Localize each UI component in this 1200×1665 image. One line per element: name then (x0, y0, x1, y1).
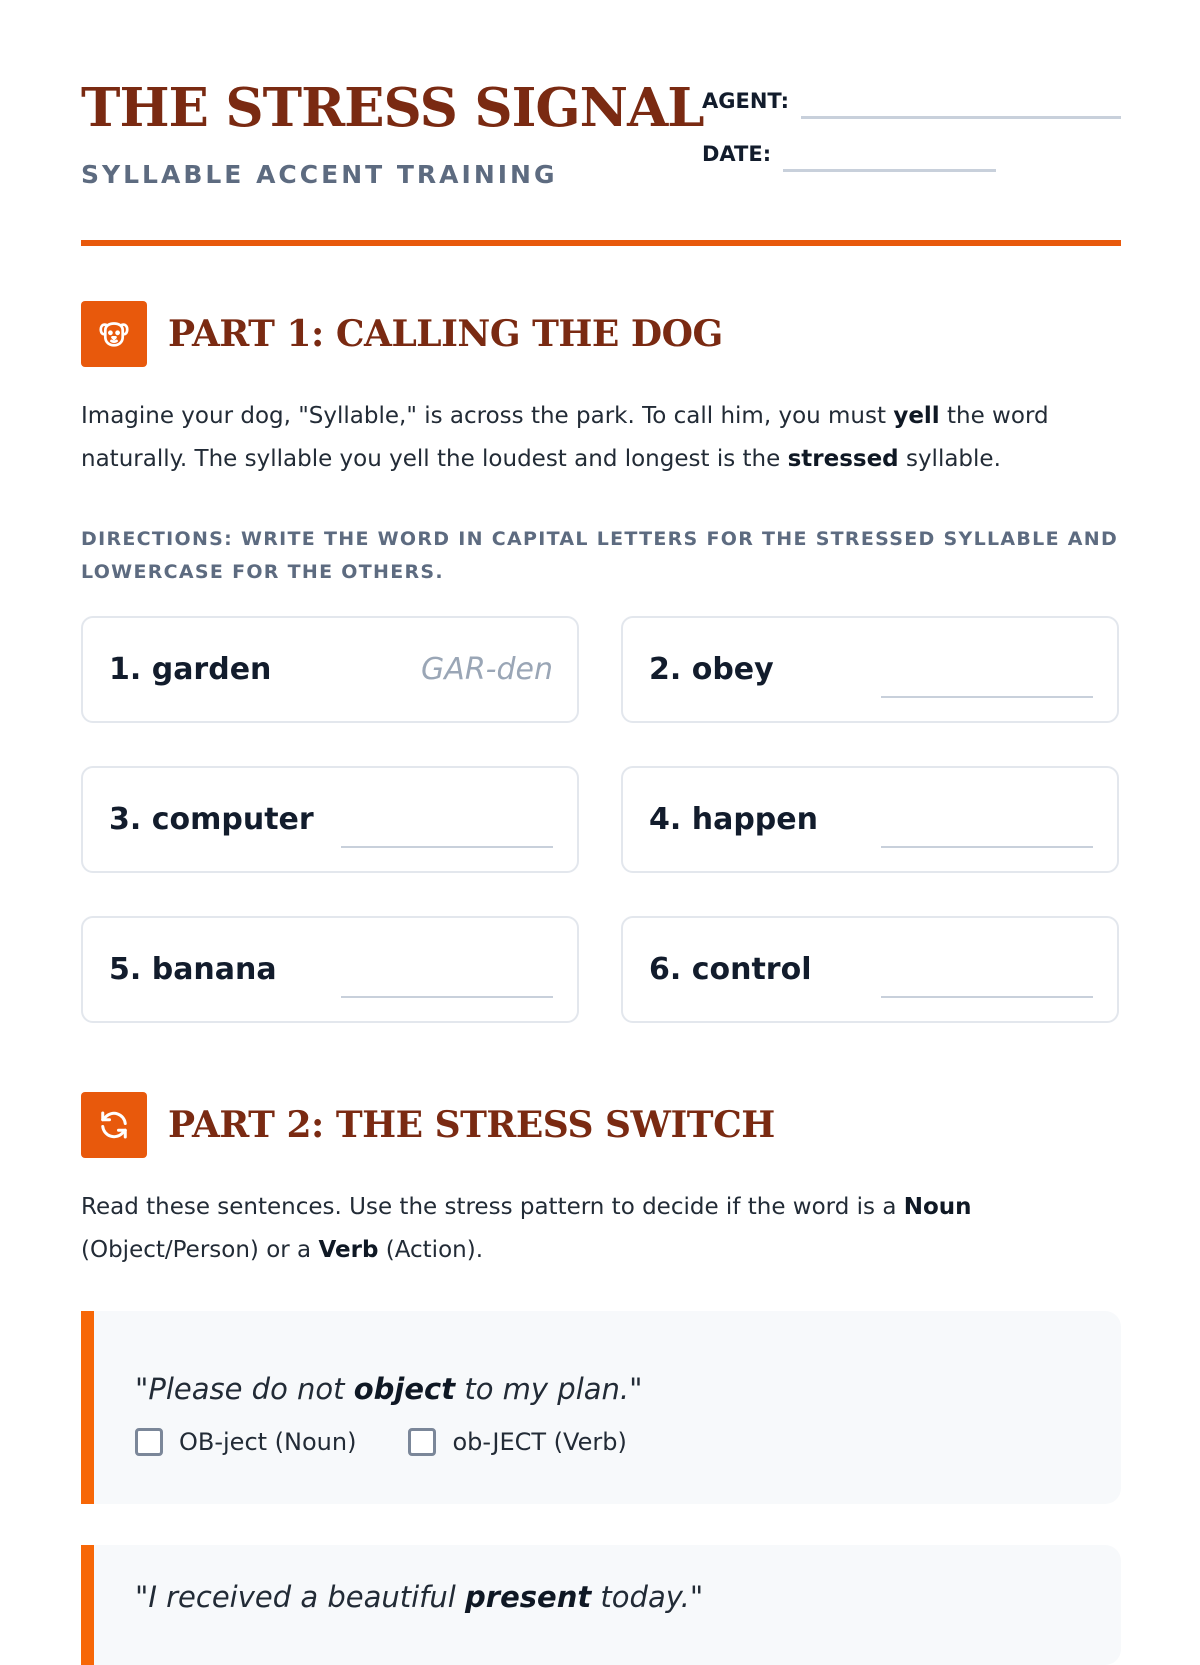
answer-line[interactable] (881, 846, 1093, 848)
part2-title: PART 2: THE STRESS SWITCH (168, 1104, 775, 1146)
date-input-line[interactable] (783, 169, 996, 172)
answer-line[interactable] (881, 696, 1093, 698)
part2-intro: Read these sentences. Use the stress pattern to decide if the word is a Noun (Object/Person) or a Verb (Action). (81, 1194, 972, 1263)
word-label: 4. happen (649, 802, 818, 837)
answer-line[interactable] (881, 996, 1093, 998)
part1-title: PART 1: CALLING THE DOG (168, 313, 723, 355)
word-label: 1. garden (109, 652, 272, 687)
word-card-2 (621, 616, 1119, 723)
word-card-3 (81, 766, 579, 873)
sentence-text: "Please do not object to my plan." (135, 1372, 643, 1406)
page-subtitle: SYLLABLE ACCENT TRAINING (81, 160, 558, 189)
dog-icon (81, 301, 147, 367)
checkbox[interactable] (135, 1428, 163, 1456)
agent-input-line[interactable] (801, 116, 1121, 119)
date-label: DATE: (702, 142, 772, 166)
answer-options (135, 1428, 679, 1456)
sentence-text: "I received a beautiful present today." (135, 1580, 704, 1614)
word-card-5 (81, 916, 579, 1023)
example-answer: GAR-den (421, 652, 553, 687)
sentence-box-1 (81, 1311, 1121, 1504)
sentence-box-2 (81, 1545, 1121, 1665)
header-divider (81, 240, 1121, 246)
word-label: 2. obey (649, 652, 774, 687)
refresh-icon (81, 1092, 147, 1158)
option-label: ob-JECT (Verb) (452, 1428, 627, 1456)
checkbox[interactable] (408, 1428, 436, 1456)
answer-line[interactable] (341, 846, 553, 848)
part1-intro: Imagine your dog, "Syllable," is across the park. To call him, you must yell the word naturally. The syllable you yell the loudest and longest is the stressed syllable. (81, 403, 1049, 472)
agent-label: AGENT: (702, 89, 789, 113)
part1-directions: DIRECTIONS: WRITE THE WORD IN CAPITAL LETTERS FOR THE STRESSED SYLLABLE AND LOWERCASE FOR THE OTHERS. (81, 528, 1119, 583)
page-title: THE STRESS SIGNAL (81, 77, 704, 139)
option-label: OB-ject (Noun) (179, 1428, 357, 1456)
word-label: 5. banana (109, 952, 277, 987)
option-verb[interactable] (408, 1428, 626, 1456)
word-label: 6. control (649, 952, 812, 987)
option-noun[interactable] (135, 1428, 356, 1456)
word-card-4 (621, 766, 1119, 873)
word-label: 3. computer (109, 802, 314, 837)
worksheet-page (81, 0, 1121, 1614)
word-card-6 (621, 916, 1119, 1023)
answer-line[interactable] (341, 996, 553, 998)
word-card-1 (81, 616, 579, 723)
